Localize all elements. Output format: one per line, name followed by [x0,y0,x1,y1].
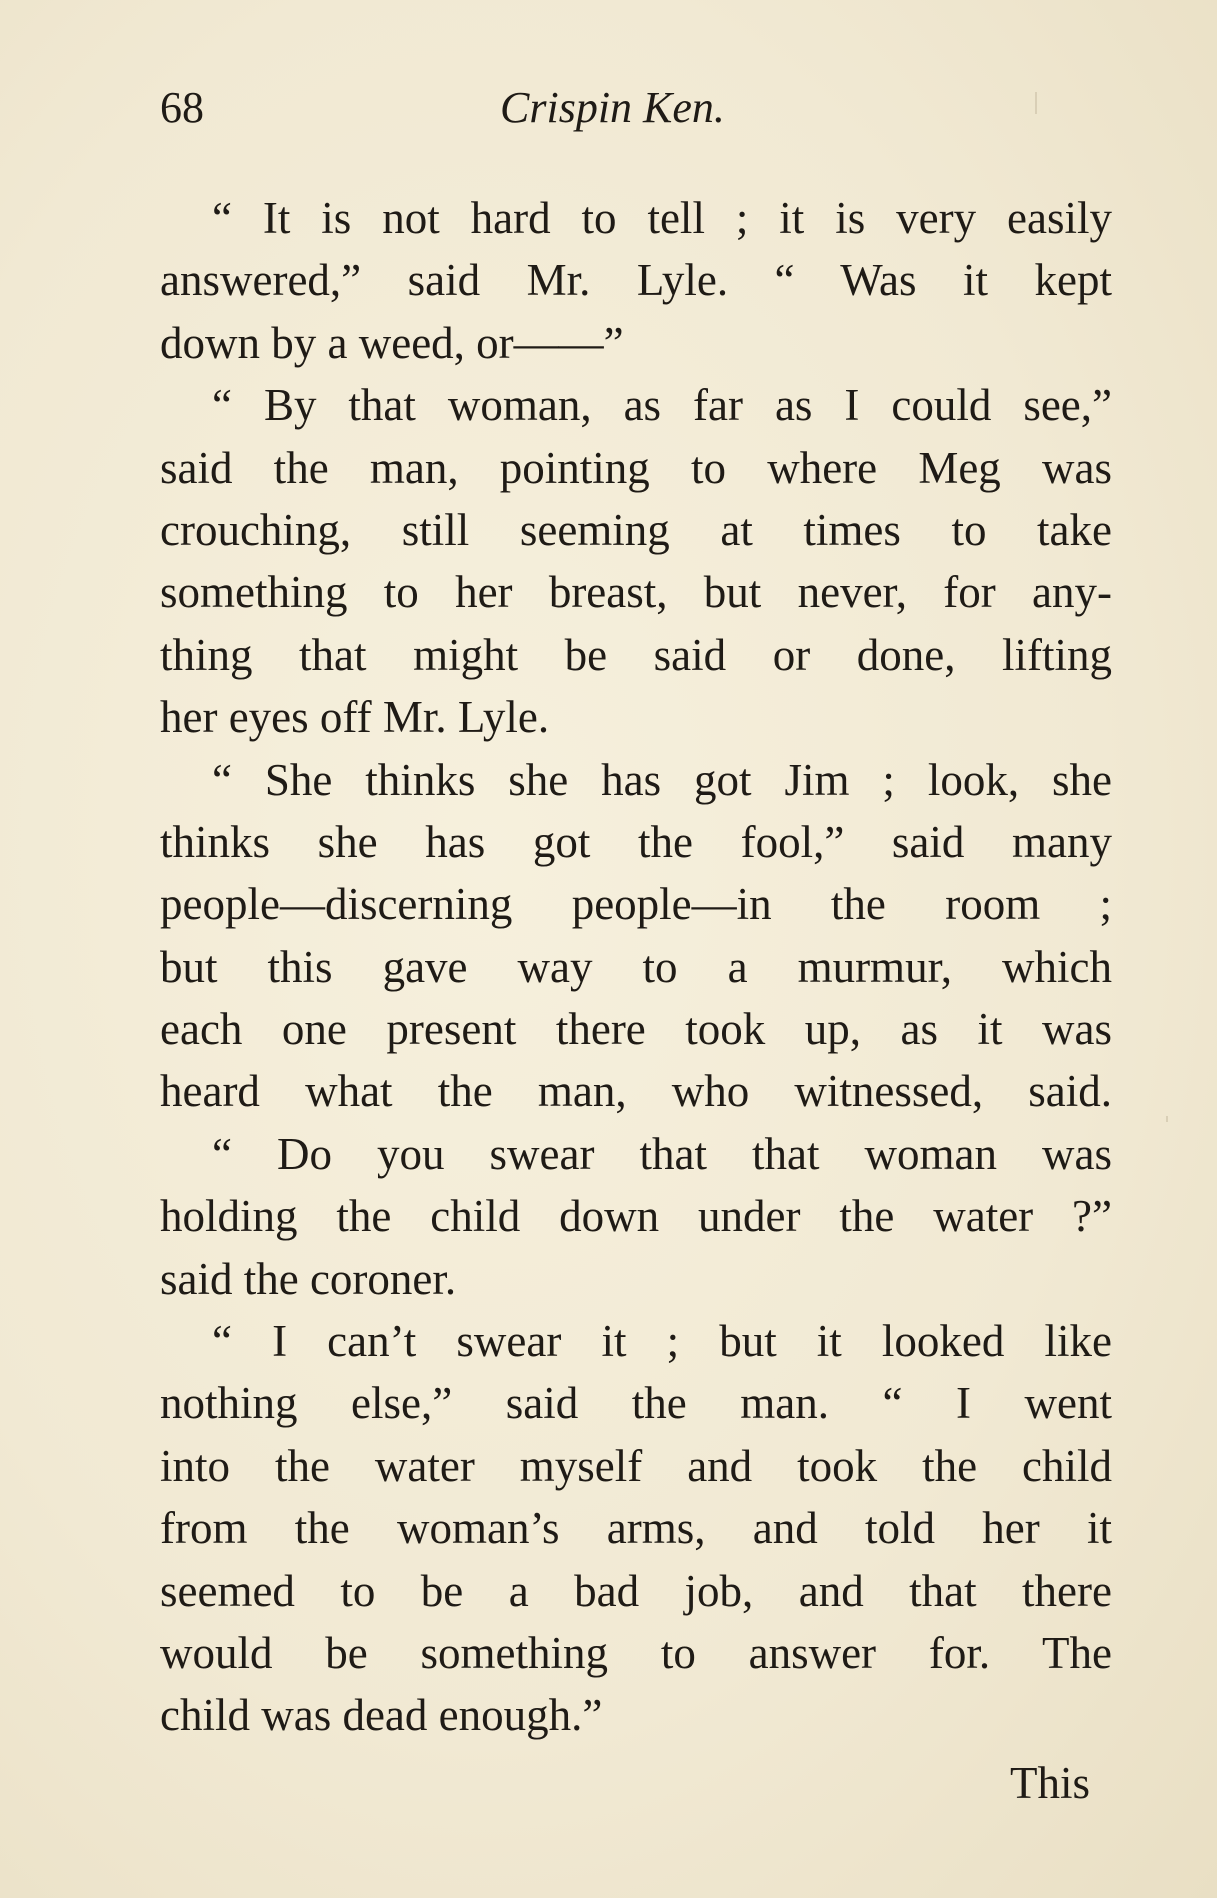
text-line: “ I can’t swear it ; but it looked like [212,1316,1112,1367]
text-line: nothing else,” said the man. “ I went [160,1378,1112,1429]
text-line: thing that might be said or done, lifting [160,629,1112,680]
text-line: child was dead enough.” [160,1690,603,1741]
text-line: holding the child down under the water ?” [160,1191,1112,1242]
text-line: seemed to be a bad job, and that there [160,1565,1112,1616]
text-line: people—discerning people—in the room ; [160,879,1112,930]
text-line: “ Do you swear that that woman was [212,1128,1112,1179]
running-title: Crispin Ken. [500,83,725,132]
text-line: answered,” said Mr. Lyle. “ Was it kept [160,255,1112,306]
text-line: down by a weed, or——” [160,317,624,368]
page-header [160,78,1110,138]
page-mark [1035,92,1037,114]
text-line: but this gave way to a murmur, which [160,941,1112,992]
text-line: each one present there took up, as it was [160,1004,1112,1055]
page-mark [1166,1116,1168,1122]
text-line: “ She thinks she has got Jim ; look, she [212,754,1112,805]
text-line: crouching, still seeming at times to take [160,504,1112,555]
text-line: thinks she has got the fool,” said many [160,816,1112,867]
text-line: into the water myself and took the child [160,1440,1112,1491]
text-line: her eyes off Mr. Lyle. [160,692,550,743]
catchword: This [1010,1758,1091,1808]
text-line: from the woman’s arms, and told her it [160,1503,1112,1554]
text-line: “ By that woman, as far as I could see,” [212,380,1112,431]
text-line: “ It is not hard to tell ; it is very easily [212,193,1112,243]
text-line: said the man, pointing to where Meg was [160,442,1112,493]
page-number: 68 [160,83,204,132]
text-line: heard what the man, who witnessed, said. [160,1066,1112,1117]
text-line: would be something to answer for. The [160,1627,1112,1678]
body-text [160,187,1112,1747]
text-line: something to her breast, but never, for any- [160,567,1112,618]
text-line: said the coroner. [160,1253,457,1304]
